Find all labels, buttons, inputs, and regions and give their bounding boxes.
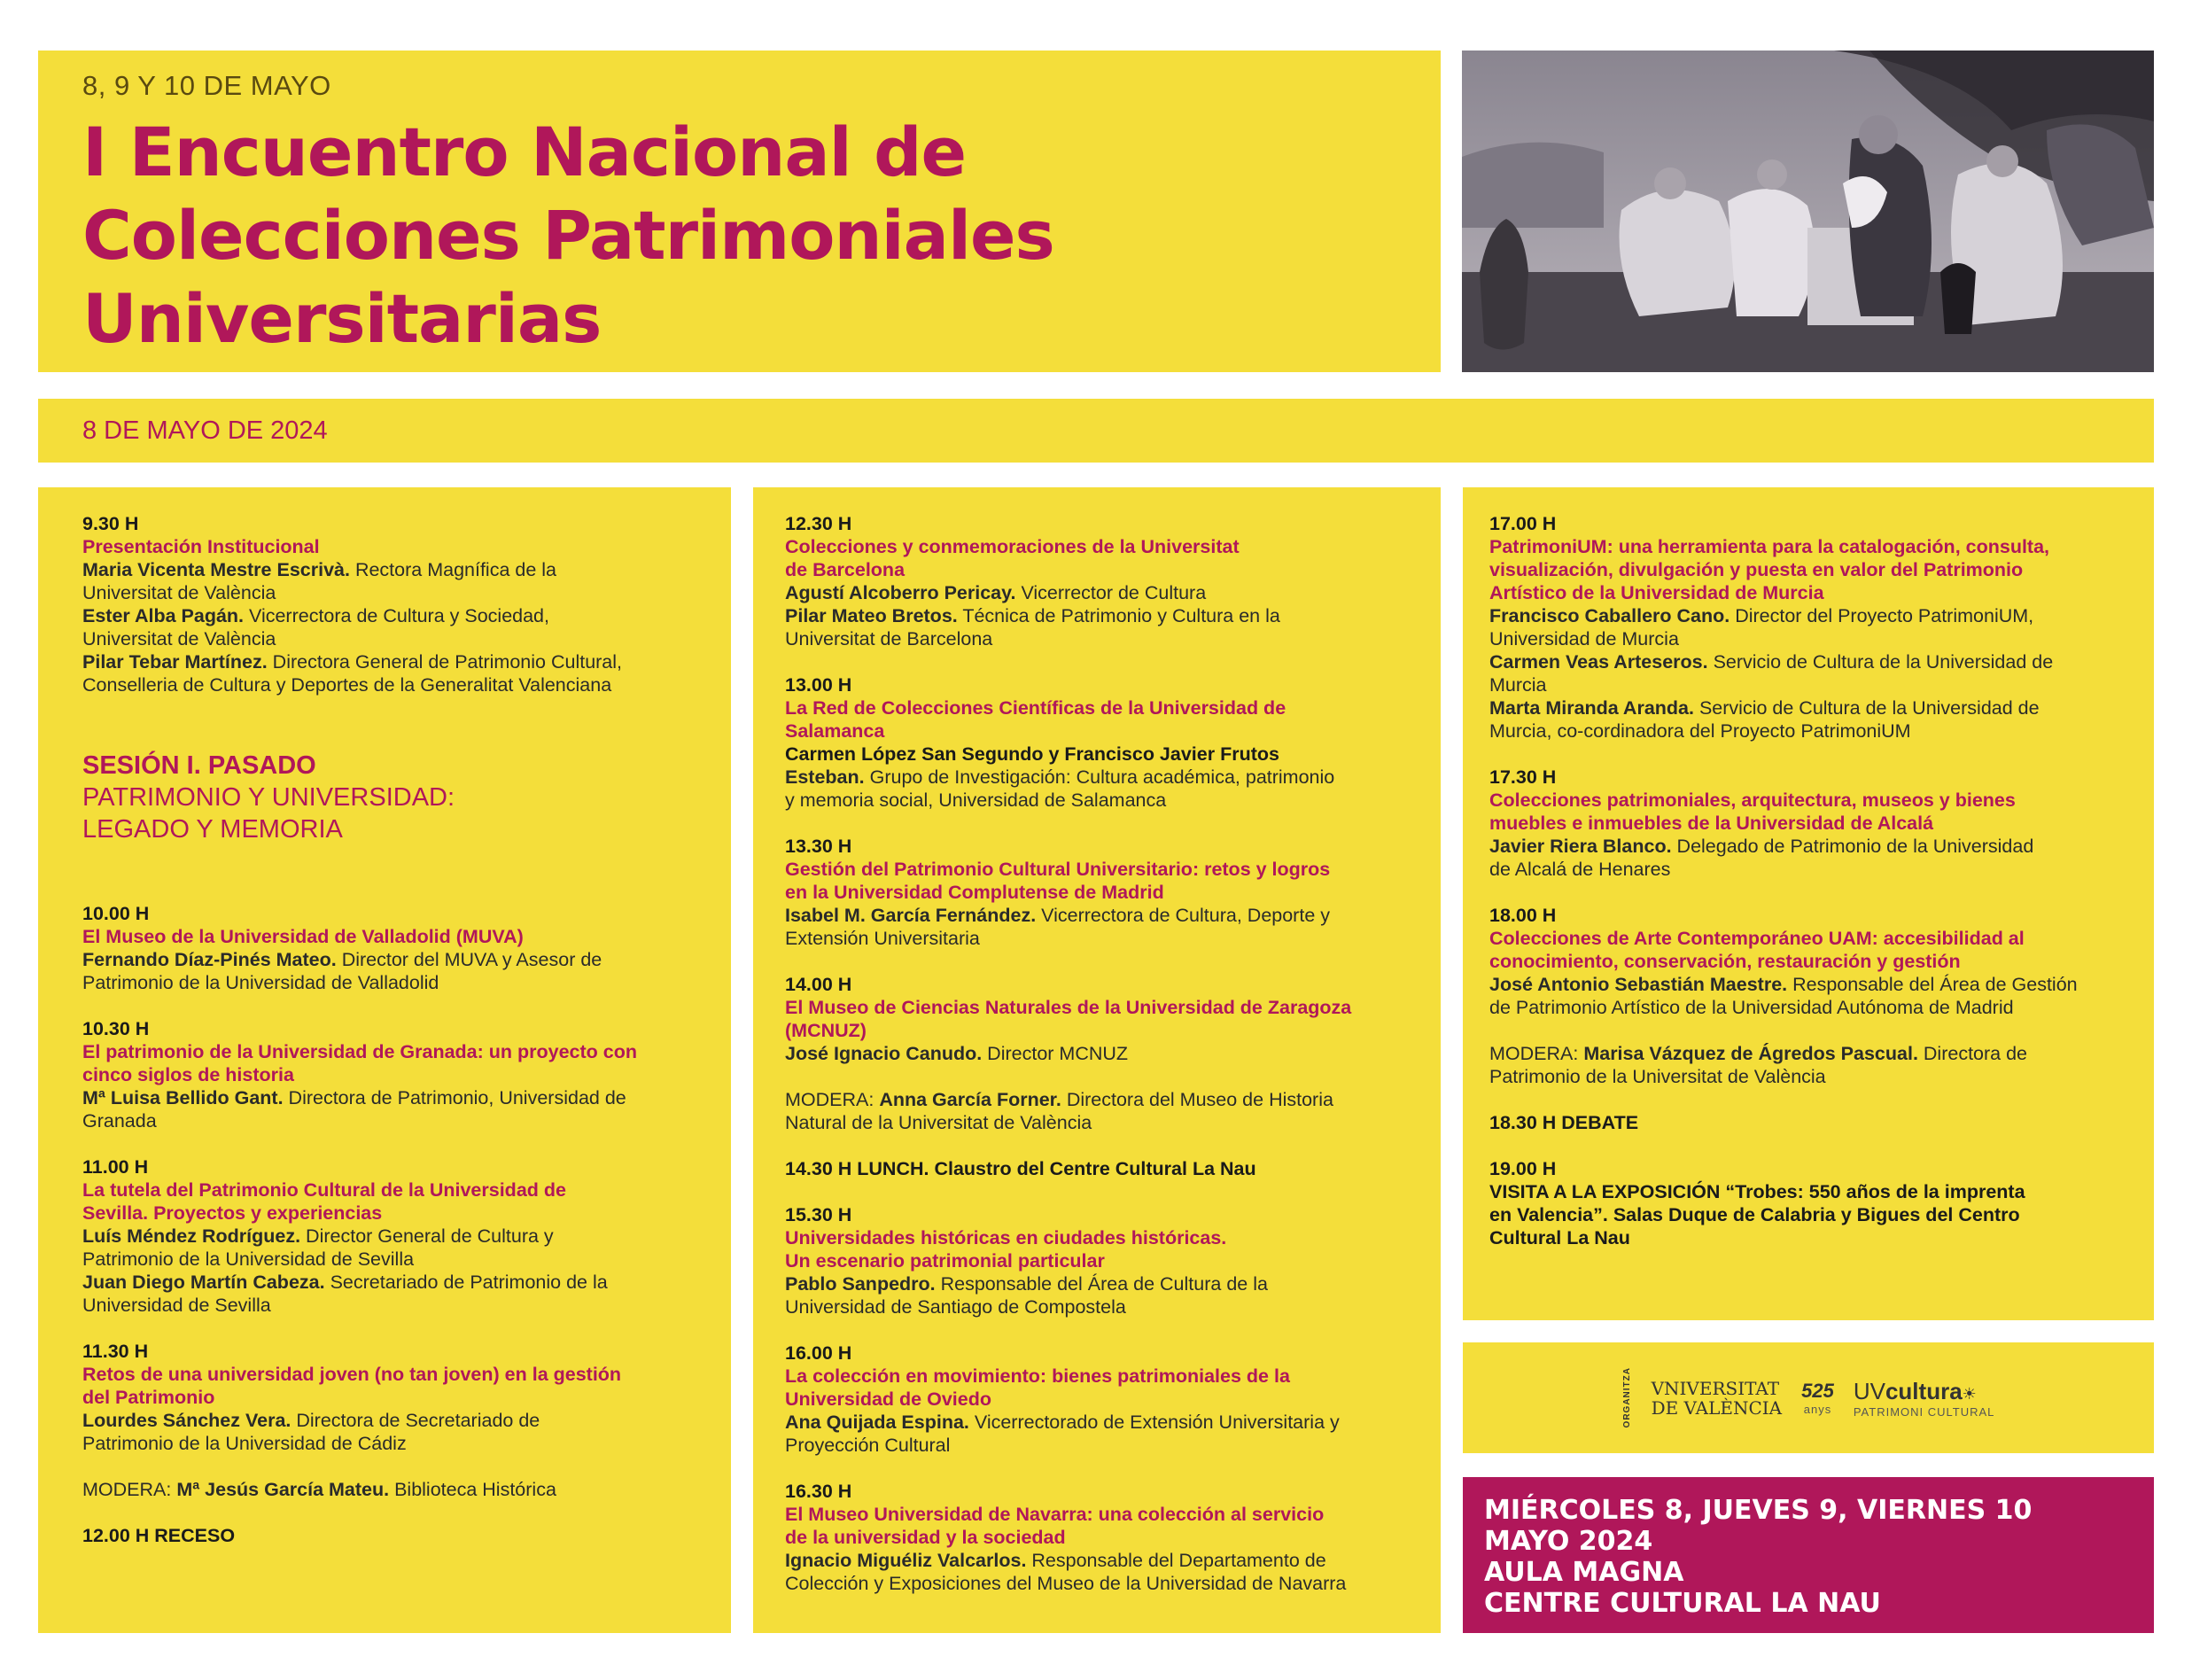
schedule-event [82,512,704,696]
speaker: Ester Alba Pagán. Vicerrectora de Cultura y Sociedad, [82,605,549,626]
event-time: 11.00 H [82,1156,149,1178]
event-title: en la Universidad Complutense de Madrid [785,882,1164,903]
event-time: 15.30 H [785,1204,852,1225]
schedule-event [1489,904,2133,1019]
event-title: Universidades históricas en ciudades históricas. [785,1227,1227,1248]
schedule-event [785,512,1414,650]
speaker: Juan Diego Martín Cabeza. Secretariado de Patrimonio de la [82,1272,608,1293]
event-time: 17.30 H [1489,766,1557,788]
speaker-affiliation: Murcia, co-cordinadora del Proyecto PatrimoniUM [1489,720,1911,742]
event-days: MIÉRCOLES 8, JUEVES 9, VIERNES 10 [1484,1495,2033,1526]
event-title: muebles e inmuebles de la Universidad de Alcalá [1489,813,1934,834]
session-subtitle: PATRIMONIO Y UNIVERSIDAD: LEGADO Y MEMORIA [82,783,455,844]
event-title: Sevilla. Proyectos y experiencias [82,1202,383,1224]
event-time: 10.00 H [82,903,150,924]
schedule-event [785,673,1414,812]
event-title: La Red de Colecciones Científicas de la Universidad de [785,697,1286,719]
event-title: Un escenario patrimonial particular [785,1250,1105,1272]
event-time: 13.30 H [785,836,852,857]
schedule-column-1 [38,487,731,1633]
schedule-event [1489,766,2133,881]
classical-engraving-image [1462,51,2154,372]
event-title: de Barcelona [785,559,906,580]
speaker: Francisco Caballero Cano. Director del Proyecto PatrimoniUM, [1489,605,2034,626]
sun-icon: ☀ [1962,1384,1977,1403]
break-item: 14.30 H LUNCH. Claustro del Centre Cultural La Nau [785,1158,1256,1179]
speaker-affiliation: Universidad de Sevilla [82,1295,271,1316]
event-time: 13.00 H [785,674,852,696]
speaker-affiliation: Patrimonio de la Universidad de Valladolid [82,972,439,993]
universitat-valencia-logo: VNIVERSITAT DE VALÈNCIA [1651,1377,1783,1419]
event-time: 14.00 H [785,974,852,995]
schedule-event [785,835,1414,950]
break-item: 12.00 H RECESO [82,1525,236,1546]
speaker: Esteban. Grupo de Investigación: Cultura académica, patrimonio [785,766,1335,788]
schedule-event [785,973,1414,1065]
event-title: Presentación Institucional [82,536,320,557]
event-title: del Patrimonio [82,1387,215,1408]
event-time: 10.30 H [82,1018,150,1039]
organizer-logos [1463,1342,2154,1453]
organiza-label: ORGANITZA [1621,1367,1632,1428]
speaker-affiliation: y memoria social, Universidad de Salamanca [785,789,1167,811]
event-time: 16.00 H [785,1342,852,1364]
speaker: José Antonio Sebastián Maestre. Responsable del Área de Gestión [1489,974,2078,995]
event-title: Colecciones de Arte Contemporáneo UAM: accesibilidad al [1489,928,2025,949]
event-time: 18.00 H [1489,905,1557,926]
schedule-event [82,1340,704,1455]
event-time: 17.00 H [1489,513,1557,534]
event-title: El patrimonio de la Universidad de Granada: un proyecto con [82,1041,638,1062]
event-time: 16.30 H [785,1481,852,1502]
event-title: Colecciones y conmemoraciones de la Universitat [785,536,1240,557]
schedule-event [82,1017,704,1132]
speaker: Mª Luisa Bellido Gant. Directora de Patrimonio, Universidad de [82,1087,626,1108]
speaker-affiliation: de Alcalá de Henares [1489,859,1671,880]
speaker: José Ignacio Canudo. Director MCNUZ [785,1043,1129,1064]
title-line: Universitarias [82,279,602,358]
event-time: 12.30 H [785,513,852,534]
event-title: El Museo de la Universidad de Valladolid (MUVA) [82,926,524,947]
event-title: La tutela del Patrimonio Cultural de la Universidad de [82,1179,566,1201]
schedule-event [785,1480,1414,1595]
schedule-event [1489,512,2133,743]
speaker-affiliation: Patrimonio de la Universidad de Sevilla [82,1248,415,1270]
speaker: Pilar Tebar Martínez. Directora General de Patrimonio Cultural, [82,651,623,673]
event-month: MAYO 2024 [1484,1526,1653,1557]
speaker: Javier Riera Blanco. Delegado de Patrimonio de la Universidad [1489,836,2034,857]
event-title: Gestión del Patrimonio Cultural Universitario: retos y logros [785,859,1331,880]
schedule-event [82,1155,704,1317]
event-title: Universidad de Oviedo [785,1388,991,1410]
title-line: I Encuentro Nacional de [82,113,967,191]
venue-info-box [1463,1477,2154,1633]
event-title: El Museo Universidad de Navarra: una colección al servicio [785,1504,1325,1525]
event-title: Colecciones patrimoniales, arquitectura, museos y bienes [1489,789,2016,811]
event-title: La colección en movimiento: bienes patrimoniales de la [785,1365,1290,1387]
speaker: Ignacio Miguéliz Valcarlos. Responsable del Departamento de [785,1550,1326,1571]
moderator: MODERA: Mª Jesús García Mateu. Biblioteca Histórica [82,1479,556,1500]
date-bar [38,399,2154,463]
speaker: Lourdes Sánchez Vera. Directora de Secretariado de [82,1410,540,1431]
speaker: Carmen Veas Arteseros. Servicio de Cultura de la Universidad de [1489,651,2054,673]
debate-item: 18.30 H DEBATE [1489,1112,1639,1133]
speaker-affiliation: Murcia [1489,674,1547,696]
speaker-affiliation: Universitat de València [82,628,276,649]
speaker-affiliation: de Patrimonio Artístico de la Universidad Autónoma de Madrid [1489,997,2014,1018]
schedule-event [785,1342,1414,1457]
speaker: Fernando Díaz-Pinés Mateo. Director del MUVA y Asesor de [82,949,602,970]
speaker: Agustí Alcoberro Pericay. Vicerrector de Cultura [785,582,1207,603]
speaker-affiliation: Universidad de Santiago de Compostela [785,1296,1126,1318]
event-title: El Museo de Ciencias Naturales de la Universidad de Zaragoza [785,997,1352,1018]
schedule-column-3 [1463,487,2154,1320]
schedule-event [82,902,704,994]
page-title [82,111,1396,361]
speaker: Pilar Mateo Bretos. Técnica de Patrimonio y Cultura en la [785,605,1280,626]
speaker: Pablo Sanpedro. Responsable del Área de Cultura de la [785,1273,1268,1295]
speaker-affiliation: Granada [82,1110,157,1132]
header-box [38,51,1441,372]
venue-name: CENTRE CULTURAL LA NAU [1484,1588,1881,1619]
day-date: 8 DE MAYO DE 2024 [82,416,328,445]
event-title: (MCNUZ) [785,1020,867,1041]
event-title: Retos de una universidad joven (no tan joven) en la gestión [82,1364,622,1385]
uvcultura-logo: UVcultura☀ PATRIMONI CULTURAL [1853,1377,1995,1419]
moderator: MODERA: Marisa Vázquez de Ágredos Pascual. Directora de Patrimonio de la Universitat de València [1489,1043,2028,1087]
speaker: Marta Miranda Aranda. Servicio de Cultura de la Universidad de [1489,697,2040,719]
event-time: 11.30 H [82,1341,149,1362]
event-title: Salamanca [785,720,885,742]
speaker-affiliation: Conselleria de Cultura y Deportes de la Generalitat Valenciana [82,674,612,696]
event-dates: 8, 9 Y 10 DE MAYO [82,70,331,101]
event-title: PatrimoniUM: una herramienta para la catalogación, consulta, [1489,536,2050,557]
event-title: visualización, divulgación y puesta en valor del Patrimonio [1489,559,2024,580]
speaker-affiliation: Universitat de València [82,582,276,603]
speaker: Isabel M. García Fernández. Vicerrectora de Cultura, Deporte y [785,905,1330,926]
event-title: de la universidad y la sociedad [785,1527,1066,1548]
speaker: Ana Quijada Espina. Vicerrectorado de Extensión Universitaria y [785,1412,1340,1433]
speaker-affiliation: Universidad de Murcia [1489,628,1679,649]
525-anys-logo: 525 anys [1801,1380,1834,1416]
exhibition-visit: 19.00 H VISITA A LA EXPOSICIÓN “Trobes: 550 años de la imprenta en Valencia”. Salas Duque de Calabria y Bigues del Centro Cultural La Nau [1489,1158,2025,1248]
schedule-event [785,1203,1414,1318]
venue-room: AULA MAGNA [1484,1557,1684,1588]
speaker-affiliation: Extensión Universitaria [785,928,980,949]
speaker: Maria Vicenta Mestre Escrivà. Rectora Magnífica de la [82,559,557,580]
speaker-affiliation: Colección y Exposiciones del Museo de la Universidad de Navarra [785,1573,1347,1594]
speaker-affiliation: Patrimonio de la Universidad de Cádiz [82,1433,407,1454]
session-heading: SESIÓN I. PASADO [82,751,316,780]
event-title: Artístico de la Universidad de Murcia [1489,582,1824,603]
schedule-column-2 [753,487,1441,1633]
speaker-affiliation: Proyección Cultural [785,1435,951,1456]
engraving-illustration [1462,51,2154,372]
moderator: MODERA: Anna García Forner. Directora del Museo de Historia Natural de la Universitat de València [785,1089,1333,1133]
speaker: Carmen López San Segundo y Francisco Javier Frutos [785,743,1279,765]
speaker: Luís Méndez Rodríguez. Director General de Cultura y [82,1225,554,1247]
title-line: Colecciones Patrimoniales [82,196,1054,275]
event-title: conocimiento, conservación, restauración y gestión [1489,951,1961,972]
event-title: cinco siglos de historia [82,1064,294,1085]
event-time: 9.30 H [82,513,139,534]
speaker-affiliation: Universitat de Barcelona [785,628,993,649]
